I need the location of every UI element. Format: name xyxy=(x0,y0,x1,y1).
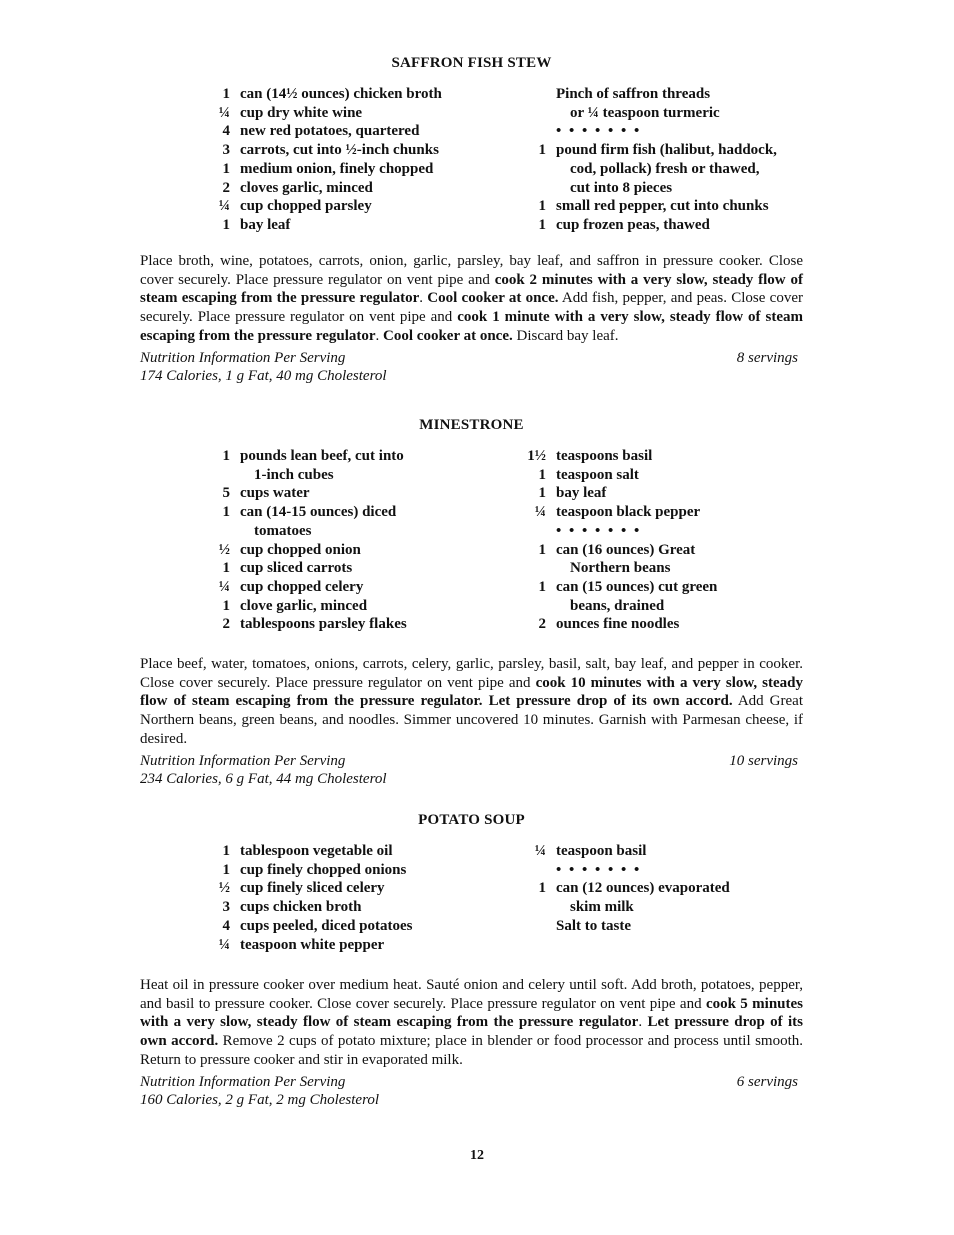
recipe-saffron-fish-stew xyxy=(140,54,803,386)
ingredient-text xyxy=(230,484,492,503)
instruction-emphasis: Cool cooker at once. xyxy=(427,290,559,307)
ingredient-text xyxy=(546,122,808,141)
ingredient-line: can (14-15 ounces) diced xyxy=(240,504,397,521)
ingredient-quantity: 2 xyxy=(222,179,230,196)
ingredient-text xyxy=(230,197,492,216)
ingredient-line: can (14½ ounces) chicken broth xyxy=(240,86,442,102)
ingredient-quantity: 5 xyxy=(222,485,230,502)
ingredient-text xyxy=(230,842,492,861)
ingredients-right-column xyxy=(518,842,808,936)
ingredient-continuation: or ¼ teaspoon turmeric xyxy=(570,104,720,121)
ingredient-line: carrots, cut into ½-inch chunks xyxy=(240,142,439,159)
ingredient-quantity: 4 xyxy=(222,123,230,140)
ingredient-quantity: 2 xyxy=(538,616,546,633)
ingredient-text xyxy=(230,141,492,160)
instruction-text: Add fish, pepper, and peas. Close cover securely. Place pressure regulator on vent pipe and xyxy=(140,290,803,326)
ingredient-continuation: 1-inch cubes xyxy=(254,466,334,483)
nutrition-values: 174 Calories, 1 g Fat, 40 mg Cholesterol xyxy=(140,368,387,385)
ingredient-continuation: cut into 8 pieces xyxy=(570,179,673,196)
recipe-potato-soup xyxy=(140,811,803,1110)
ingredient-quantity: 1 xyxy=(538,578,546,595)
ingredient-quantity: ½ xyxy=(218,880,230,897)
ingredient-item xyxy=(518,917,808,936)
instruction-text: . xyxy=(419,290,428,307)
ingredient-line: cup finely sliced celery xyxy=(240,880,385,897)
ingredient-text xyxy=(546,842,808,861)
ingredient-item xyxy=(202,597,492,616)
instructions xyxy=(140,976,803,1070)
ingredient-item xyxy=(518,879,808,916)
ingredient-quantity: 1 xyxy=(538,216,546,233)
ingredient-item xyxy=(202,104,492,123)
ingredient-item xyxy=(518,861,808,880)
ingredient-quantity: 3 xyxy=(222,142,230,159)
ingredient-quantity: 1 xyxy=(538,466,546,483)
ingredient-quantity: 1 xyxy=(222,504,230,521)
ingredient-item xyxy=(518,85,808,122)
ingredient-line: can (16 ounces) Great xyxy=(556,541,696,558)
ingredient-text xyxy=(230,216,492,235)
ingredient-line: cup chopped onion xyxy=(240,541,361,558)
instruction-text: Remove 2 cups of potato mixture; place in blender or food processor and process until smooth. Return to pressure cooker and stir in evaporated milk. xyxy=(140,1033,803,1068)
ingredient-line: cups water xyxy=(240,485,310,502)
ingredient-text xyxy=(546,484,808,503)
ingredient-text xyxy=(546,503,808,522)
nutrition-values: 234 Calories, 6 g Fat, 44 mg Cholesterol xyxy=(140,771,387,788)
ingredient-line: cup chopped parsley xyxy=(240,198,372,215)
nutrition-info xyxy=(140,752,803,789)
ingredient-item xyxy=(518,522,808,541)
ingredient-line: cup sliced carrots xyxy=(240,560,353,577)
ingredient-item xyxy=(202,122,492,141)
ingredient-text xyxy=(230,559,492,578)
ingredient-line: teaspoon black pepper xyxy=(556,504,701,521)
ingredient-quantity: 1 xyxy=(222,560,230,577)
ingredient-item xyxy=(202,85,492,104)
ingredient-item xyxy=(202,541,492,560)
nutrition-info xyxy=(140,1073,803,1110)
ingredient-line: bay leaf xyxy=(556,485,607,502)
instruction-emphasis: cook 1 minute with a very slow, steady flow of steam escaping from the pressure regulator xyxy=(140,309,803,344)
ingredient-line: pounds lean beef, cut into xyxy=(240,448,404,464)
nutrition-label: Nutrition Information Per Serving xyxy=(140,1073,346,1090)
ingredient-line: • • • • • • • xyxy=(556,522,642,539)
servings: 10 servings xyxy=(729,752,798,769)
ingredients xyxy=(140,85,803,235)
instruction-text: Place broth, wine, potatoes, carrots, onion, garlic, parsley, bay leaf, and saffron in pressure cooker. Close cover securely. Place pressure regulator on vent pipe and xyxy=(140,253,803,288)
ingredient-continuation: tomatoes xyxy=(254,522,312,539)
ingredient-text xyxy=(546,578,808,615)
ingredient-line: • • • • • • • xyxy=(556,861,642,878)
ingredient-item xyxy=(518,447,808,466)
ingredient-item xyxy=(202,216,492,235)
ingredients-left-column xyxy=(202,447,492,634)
recipe-title: SAFFRON FISH STEW xyxy=(391,55,552,71)
ingredient-quantity: 1 xyxy=(222,448,230,464)
ingredient-line: • • • • • • • xyxy=(556,123,642,140)
ingredient-quantity: 1 xyxy=(222,86,230,102)
ingredient-quantity: 1 xyxy=(538,485,546,502)
ingredient-line: Salt to taste xyxy=(556,917,631,934)
ingredients-left-column xyxy=(202,85,492,235)
ingredient-line: cloves garlic, minced xyxy=(240,179,373,196)
ingredient-item xyxy=(202,936,492,955)
servings: 6 servings xyxy=(736,1073,798,1090)
ingredient-line: tablespoon vegetable oil xyxy=(240,843,393,859)
ingredient-quantity xyxy=(518,85,546,122)
ingredient-item xyxy=(202,842,492,861)
ingredient-text xyxy=(230,578,492,597)
ingredient-item xyxy=(202,447,492,484)
ingredient-text xyxy=(230,503,492,540)
ingredient-item xyxy=(518,216,808,235)
ingredient-line: teaspoon basil xyxy=(556,843,647,859)
ingredient-quantity: ¼ xyxy=(534,504,546,521)
ingredient-text xyxy=(230,879,492,898)
ingredient-line: cup finely chopped onions xyxy=(240,861,407,878)
ingredient-line: teaspoons basil xyxy=(556,448,653,464)
ingredient-line: cup chopped celery xyxy=(240,578,364,595)
ingredient-text xyxy=(230,898,492,917)
ingredient-quantity: 1 xyxy=(538,142,546,159)
ingredient-quantity: 1½ xyxy=(527,448,546,464)
ingredient-item xyxy=(202,141,492,160)
ingredient-text xyxy=(546,541,808,578)
ingredient-item xyxy=(202,503,492,540)
ingredients-right-column xyxy=(518,447,808,634)
ingredient-line: cup frozen peas, thawed xyxy=(556,216,710,233)
instruction-text: Heat oil in pressure cooker over medium heat. Sauté onion and celery until soft. Add broth, potatoes, pepper, and basil to pressure cooker. Close cover securely. Place pressure regulator on vent pipe and xyxy=(140,977,803,1012)
ingredient-continuation: skim milk xyxy=(570,899,634,916)
ingredient-quantity: 1 xyxy=(222,160,230,177)
ingredient-item xyxy=(518,466,808,485)
ingredient-quantity: ¼ xyxy=(218,104,230,121)
ingredient-quantity: 1 xyxy=(222,597,230,614)
instruction-text: . xyxy=(375,327,384,344)
ingredient-text xyxy=(546,141,808,197)
ingredient-text xyxy=(546,85,808,122)
page-number: 12 xyxy=(470,1148,484,1163)
ingredient-item xyxy=(518,541,808,578)
instruction-text: Discard bay leaf. xyxy=(512,327,619,344)
ingredient-text xyxy=(230,85,492,104)
ingredient-line: small red pepper, cut into chunks xyxy=(556,198,769,215)
nutrition-label: Nutrition Information Per Serving xyxy=(140,349,346,366)
ingredient-quantity: ¼ xyxy=(534,843,546,859)
ingredient-item xyxy=(518,842,808,861)
ingredient-text xyxy=(230,447,492,484)
ingredient-quantity: ¼ xyxy=(218,198,230,215)
ingredient-quantity: 1 xyxy=(538,541,546,558)
ingredient-item xyxy=(518,141,808,197)
instruction-text: Place beef, water, tomatoes, onions, carrots, celery, garlic, parsley, basil, salt, bay leaf, and pepper in cooker. Close cover securely. Place pressure regulator on vent pipe and xyxy=(140,656,803,691)
ingredients xyxy=(140,447,803,634)
nutrition-values: 160 Calories, 2 g Fat, 2 mg Cholesterol xyxy=(140,1092,380,1109)
ingredient-line: can (12 ounces) evaporated xyxy=(556,880,730,897)
ingredient-quantity xyxy=(518,122,546,141)
ingredient-item xyxy=(518,615,808,634)
ingredient-continuation: Northern beans xyxy=(570,560,671,577)
ingredient-item xyxy=(202,484,492,503)
recipe-title: MINESTRONE xyxy=(419,417,524,433)
ingredient-line: cups chicken broth xyxy=(240,899,362,916)
ingredient-quantity: 1 xyxy=(222,843,230,859)
ingredients xyxy=(140,842,803,955)
ingredient-text xyxy=(230,541,492,560)
ingredient-text xyxy=(546,216,808,235)
ingredient-quantity xyxy=(518,917,546,936)
ingredient-line: cup dry white wine xyxy=(240,104,363,121)
ingredient-item xyxy=(202,917,492,936)
servings: 8 servings xyxy=(736,349,798,366)
ingredient-text xyxy=(546,879,808,916)
ingredient-item xyxy=(202,559,492,578)
ingredient-text xyxy=(230,936,492,955)
ingredient-quantity: ½ xyxy=(218,541,230,558)
ingredient-item xyxy=(202,179,492,198)
ingredient-quantity: ¼ xyxy=(218,578,230,595)
ingredient-item xyxy=(518,122,808,141)
ingredient-text xyxy=(230,122,492,141)
ingredient-text xyxy=(230,615,492,634)
instruction-emphasis: Let pressure drop of its own accord. xyxy=(140,1014,803,1050)
ingredient-text xyxy=(230,917,492,936)
ingredient-item xyxy=(518,503,808,522)
ingredient-continuation: cod, pollack) fresh or thawed, xyxy=(570,160,760,177)
ingredient-line: ounces fine noodles xyxy=(556,616,680,633)
instruction-emphasis: cook 5 minutes with a very slow, steady flow of steam escaping from the pressure regulator xyxy=(140,995,803,1031)
ingredient-item xyxy=(202,879,492,898)
ingredient-item xyxy=(202,578,492,597)
ingredient-text xyxy=(230,597,492,616)
ingredient-item xyxy=(202,160,492,179)
ingredient-text xyxy=(546,466,808,485)
ingredient-line: clove garlic, minced xyxy=(240,597,368,614)
instruction-emphasis: cook 2 minutes with a very slow, steady flow of steam escaping from the pressure regulator xyxy=(140,271,803,307)
instruction-text: . xyxy=(638,1014,648,1031)
ingredient-text xyxy=(546,522,808,541)
ingredient-quantity: 1 xyxy=(222,216,230,233)
ingredient-item xyxy=(202,898,492,917)
ingredient-text xyxy=(546,615,808,634)
ingredient-line: Pinch of saffron threads xyxy=(556,86,711,102)
ingredient-line: cups peeled, diced potatoes xyxy=(240,917,413,934)
ingredient-item xyxy=(202,197,492,216)
ingredient-quantity xyxy=(518,522,546,541)
ingredient-quantity xyxy=(518,861,546,880)
ingredient-item xyxy=(518,578,808,615)
ingredient-text xyxy=(546,917,808,936)
instructions xyxy=(140,252,803,346)
ingredient-text xyxy=(546,197,808,216)
ingredient-text xyxy=(546,447,808,466)
ingredient-text xyxy=(230,160,492,179)
ingredient-continuation: beans, drained xyxy=(570,597,665,614)
instruction-emphasis: cook 10 minutes with a very slow, steady flow of steam escaping from the pressure regulator. Let pressure drop of its own accord. xyxy=(140,674,803,710)
ingredient-text xyxy=(546,861,808,880)
nutrition-label: Nutrition Information Per Serving xyxy=(140,752,346,769)
ingredient-line: teaspoon salt xyxy=(556,466,639,483)
ingredient-quantity: 3 xyxy=(222,899,230,916)
ingredient-quantity: ¼ xyxy=(218,936,230,953)
ingredient-quantity: 1 xyxy=(538,198,546,215)
ingredient-quantity: 1 xyxy=(222,861,230,878)
ingredient-line: bay leaf xyxy=(240,216,291,233)
ingredient-line: tablespoons parsley flakes xyxy=(240,616,407,633)
ingredient-item xyxy=(202,861,492,880)
ingredient-line: teaspoon white pepper xyxy=(240,936,385,953)
ingredient-text xyxy=(230,104,492,123)
ingredient-line: medium onion, finely chopped xyxy=(240,160,434,177)
ingredient-line: pound firm fish (halibut, haddock, xyxy=(556,142,777,159)
instruction-emphasis: Cool cooker at once. xyxy=(383,327,513,344)
ingredient-quantity: 1 xyxy=(538,880,546,897)
ingredients-left-column xyxy=(202,842,492,954)
ingredient-item xyxy=(518,197,808,216)
ingredient-item xyxy=(202,615,492,634)
recipe-minestrone xyxy=(140,416,803,789)
ingredient-text xyxy=(230,861,492,880)
ingredient-line: new red potatoes, quartered xyxy=(240,123,420,140)
recipe-title: POTATO SOUP xyxy=(418,812,525,828)
ingredient-quantity: 2 xyxy=(222,616,230,633)
ingredient-text xyxy=(230,179,492,198)
nutrition-info xyxy=(140,349,803,386)
ingredient-item xyxy=(518,484,808,503)
ingredient-line: can (15 ounces) cut green xyxy=(556,578,718,595)
instructions xyxy=(140,655,803,749)
ingredient-quantity: 4 xyxy=(222,917,230,934)
ingredients-right-column xyxy=(518,85,808,235)
instruction-text: Add Great Northern beans, green beans, and noodles. Simmer uncovered 10 minutes. Garnish with Parmesan cheese, if desired. xyxy=(140,693,803,747)
